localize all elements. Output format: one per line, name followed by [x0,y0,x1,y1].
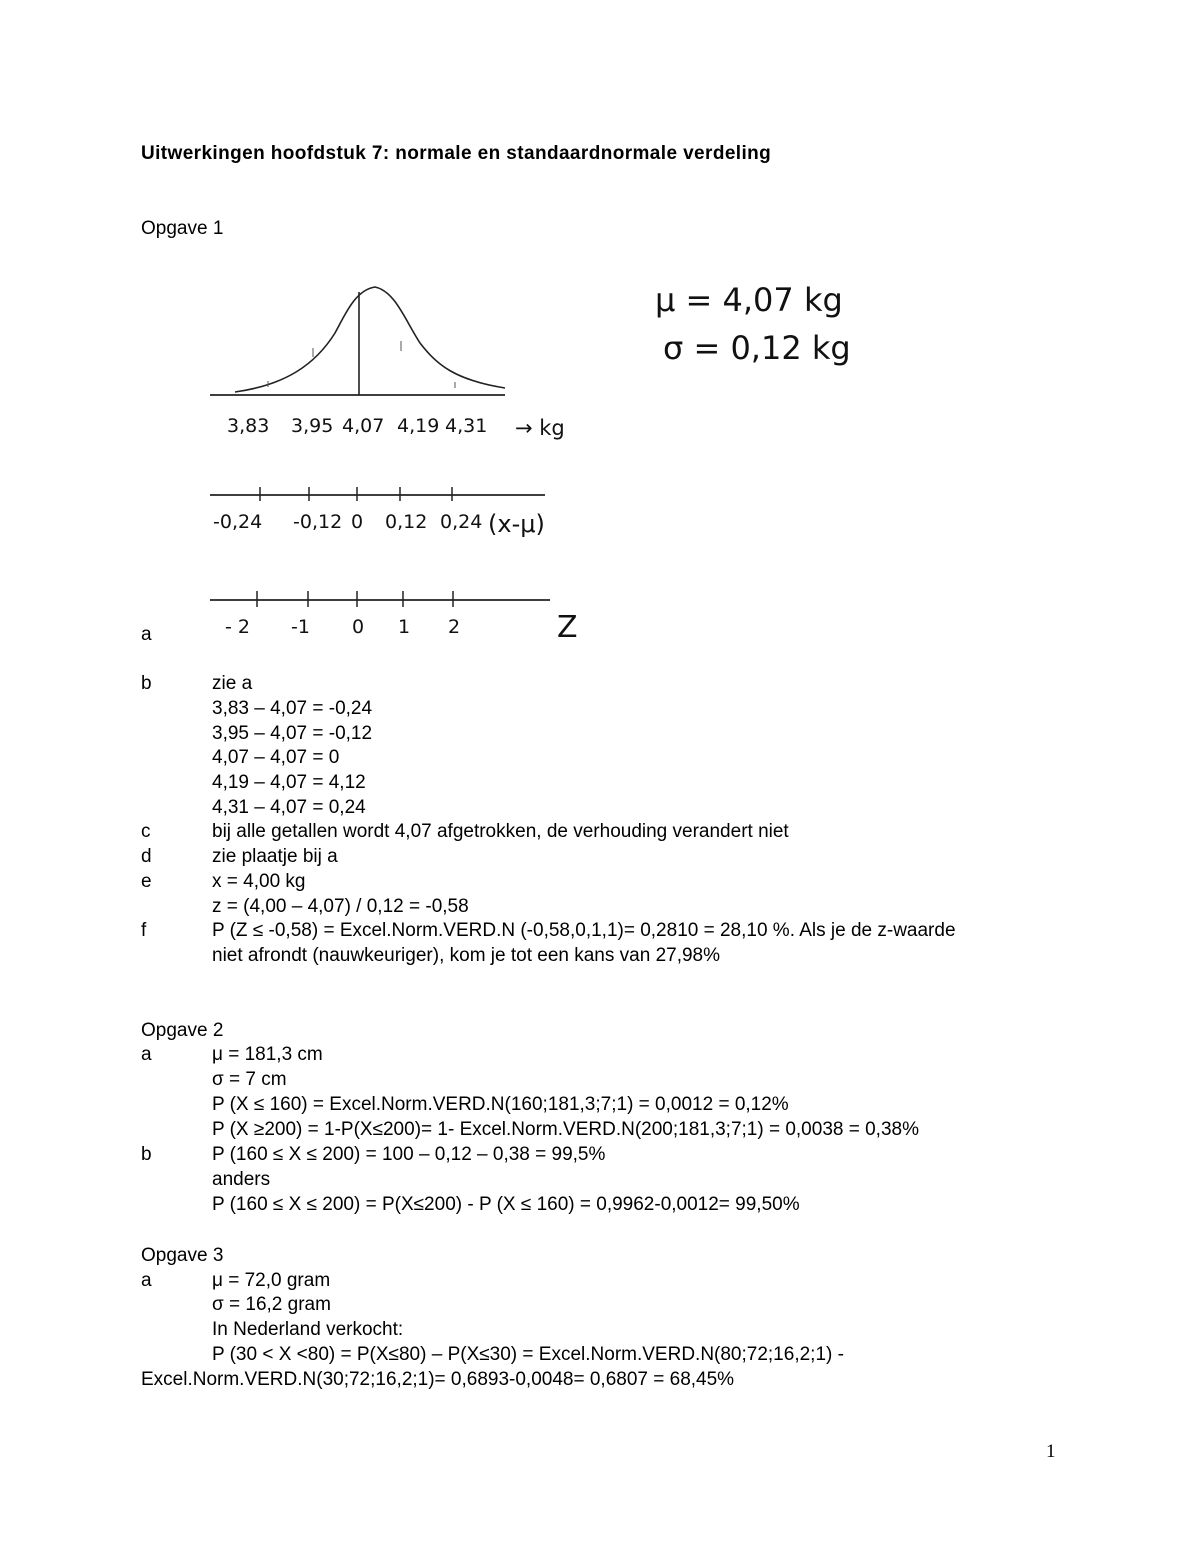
document-title: Uitwerkingen hoofdstuk 7: normale en standaardnormale verdeling [141,143,772,164]
answer-text: zie a [212,673,253,694]
answer-text: z = (4,00 – 4,07) / 0,12 = -0,58 [212,896,469,917]
answer-text: 3,83 – 4,07 = -0,24 [212,698,373,719]
kg-tick-label: 3,95 [291,415,334,437]
answer-text: 4,07 – 4,07 = 0 [212,747,340,768]
z-tick-label: - 2 [225,616,250,638]
answer-text: zie plaatje bij a [212,846,338,867]
answer-text: P (30 < X <80) = P(X≤80) – P(X≤30) = Excel.Norm.VERD.N(80;72;16,2;1) - [212,1344,844,1365]
answer-text: x = 4,00 kg [212,871,306,892]
answer-text: bij alle getallen wordt 4,07 afgetrokken, de verhouding verandert niet [212,821,789,842]
deviation-tick-label: -0,12 [293,511,343,533]
kg-tick-label: 3,83 [227,415,270,437]
answer-text: μ = 181,3 cm [212,1044,323,1065]
answer-text: 3,95 – 4,07 = -0,12 [212,723,373,744]
z-tick-label: 1 [398,616,411,638]
page-number: 1 [1046,1441,1056,1462]
kg-tick-label: 4,07 [342,415,385,437]
answer-text-continued: Excel.Norm.VERD.N(30;72;16,2;1)= 0,6893-0,0048= 0,6807 = 68,45% [141,1369,735,1390]
answer-text: P (160 ≤ X ≤ 200) = P(X≤200) - P (X ≤ 160) = 0,9962-0,0012= 99,50% [212,1194,800,1215]
answer-label: a [141,624,152,645]
opgave-2-heading: Opgave 2 [141,1020,224,1041]
deviation-tick-label: -0,24 [213,511,263,533]
answer-text: niet afrondt (nauwkeuriger), kom je tot een kans van 27,98% [212,945,721,966]
answer-label: d [141,846,152,867]
z-tick-label: 0 [352,616,365,638]
answer-text: P (X ≥200) = 1-P(X≤200)= 1- Excel.Norm.VERD.N(200;181,3;7;1) = 0,0038 = 0,38% [212,1119,919,1140]
answer-label: f [141,920,147,941]
deviation-axis-unit: (x-μ) [488,510,545,538]
answer-text: 4,31 – 4,07 = 0,24 [212,797,366,818]
answer-text: anders [212,1169,271,1190]
opgave-1-heading: Opgave 1 [141,218,224,239]
opgave-3-heading: Opgave 3 [141,1245,224,1266]
answer-text: In Nederland verkocht: [212,1319,404,1340]
answer-label: e [141,871,152,892]
answer-label: a [141,1044,152,1065]
sigma-label: σ = 0,12 kg [663,329,851,367]
deviation-tick-label: 0,12 [385,511,428,533]
answer-label: a [141,1270,152,1291]
answer-label: c [141,821,151,842]
answer-text: σ = 7 cm [212,1069,287,1090]
answer-text: P (Z ≤ -0,58) = Excel.Norm.VERD.N (-0,58,0,1,1)= 0,2810 = 28,10 %. Als je de z-waarde [212,920,956,941]
answer-text: μ = 72,0 gram [212,1270,331,1291]
answer-text: P (X ≤ 160) = Excel.Norm.VERD.N(160;181,3;7;1) = 0,0012 = 0,12% [212,1094,789,1115]
z-axis-unit: Z [557,610,578,645]
mu-label: μ = 4,07 kg [655,281,843,319]
kg-axis-unit: → kg [515,416,565,440]
z-tick-label: -1 [291,616,310,638]
deviation-tick-label: 0,24 [440,511,483,533]
answer-text: P (160 ≤ X ≤ 200) = 100 – 0,12 – 0,38 = 99,5% [212,1144,606,1165]
answer-text: 4,19 – 4,07 = 4,12 [212,772,366,793]
kg-tick-label: 4,19 [397,415,440,437]
bell-curve [235,287,505,392]
kg-tick-label: 4,31 [445,415,488,437]
z-tick-label: 2 [448,616,461,638]
answer-label: b [141,673,152,694]
answer-label: b [141,1144,152,1165]
normal-distribution-sketch [205,245,920,665]
answer-text: σ = 16,2 gram [212,1294,331,1315]
deviation-tick-label: 0 [351,511,364,533]
